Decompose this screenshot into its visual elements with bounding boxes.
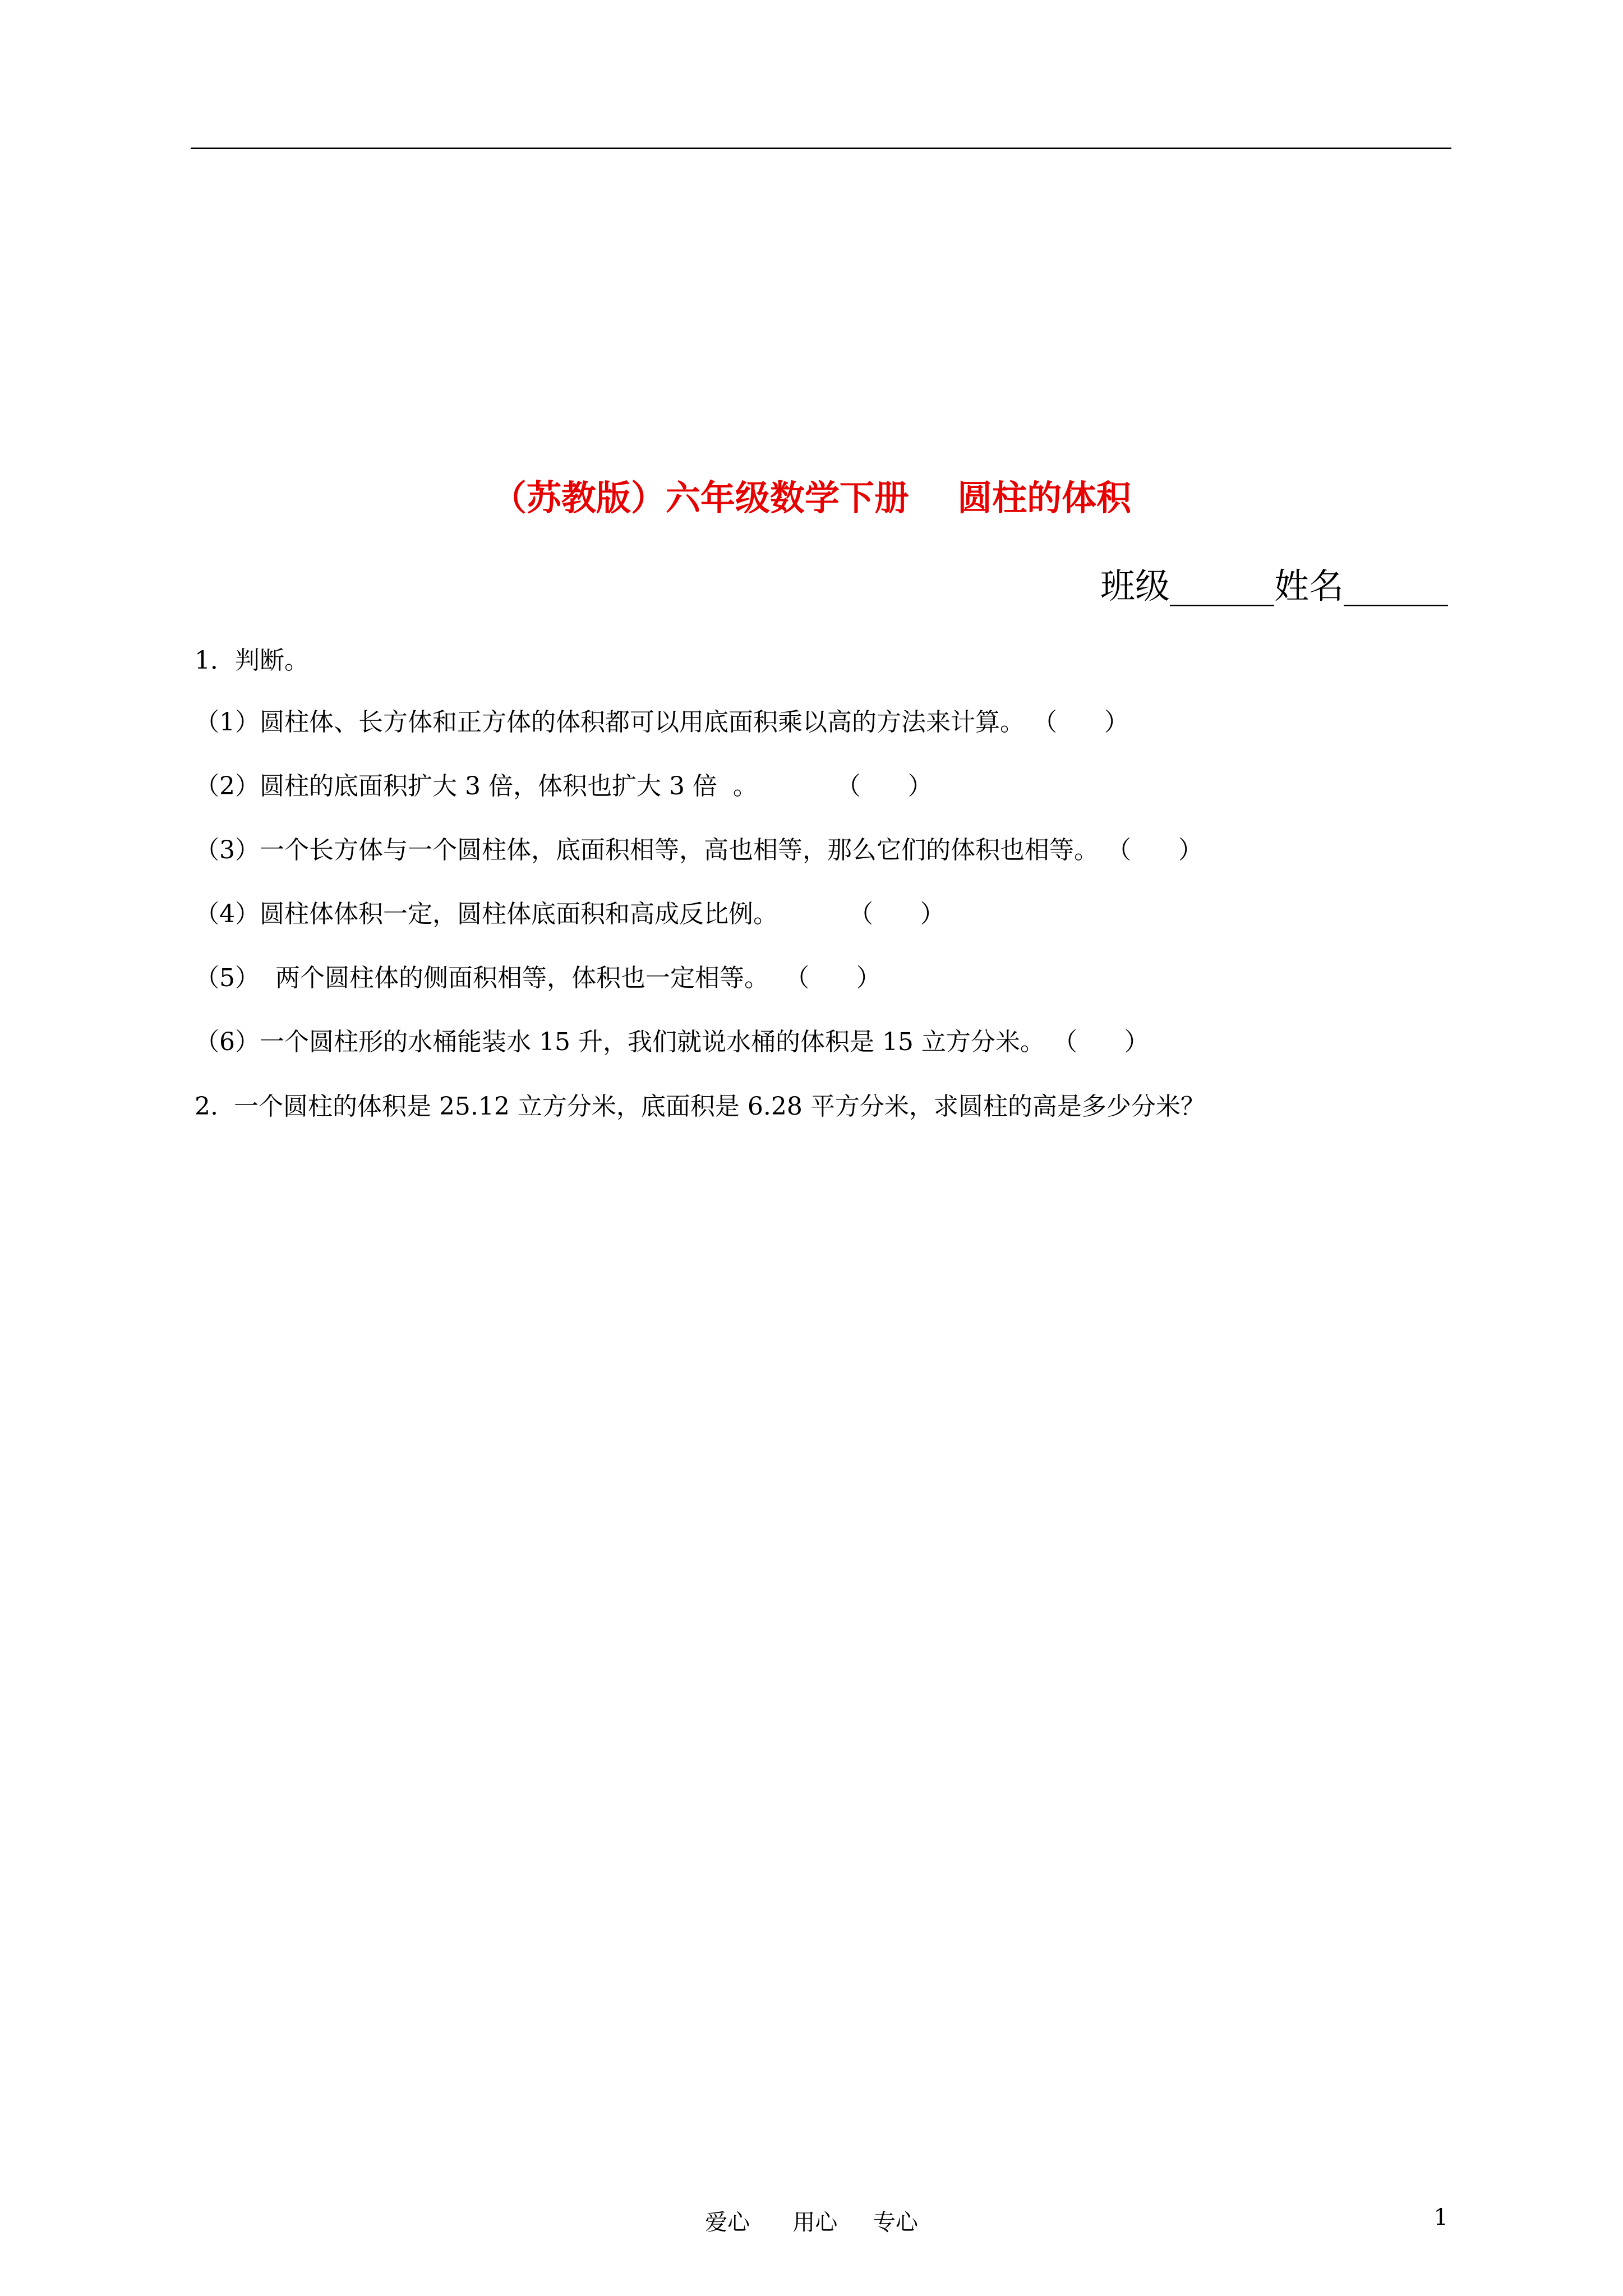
section1-heading: 1．判断。: [195, 646, 309, 675]
judgment-item-6: （6）一个圆柱形的水桶能装水 15 升，我们就说水桶的体积是 15 立方分米。 （ ）: [195, 1028, 1149, 1056]
judgment-item-1: （1）圆柱体、长方体和正方体的体积都可以用底面积乘以高的方法来计算。 （ ）: [195, 708, 1129, 737]
header-rule: [191, 148, 1451, 149]
class-name-line: 班级______姓名______: [1100, 565, 1448, 606]
question-2: 2. 一个圆柱的体积是 25.12 立方分米，底面积是 6.28 平方分米，求圆柱的高是多少分米？: [195, 1092, 1205, 1121]
judgment-item-2: （2）圆柱的底面积扩大 3 倍，体积也扩大 3 倍 。 （ ）: [195, 772, 933, 800]
footer-text: 爱心 用心 专心: [705, 2210, 918, 2235]
page-title: （苏教版）六年级数学下册 圆柱的体积: [491, 477, 1132, 518]
judgment-item-5: （5） 两个圆柱体的侧面积相等，体积也一定相等。 （ ）: [195, 964, 881, 992]
judgment-item-3: （3）一个长方体与一个圆柱体，底面积相等，高也相等，那么它们的体积也相等。 （ ）: [195, 836, 1203, 864]
page-number: 1: [1433, 2205, 1448, 2230]
judgment-item-4: （4）圆柱体体积一定，圆柱体底面积和高成反比例。 （ ）: [195, 900, 945, 928]
